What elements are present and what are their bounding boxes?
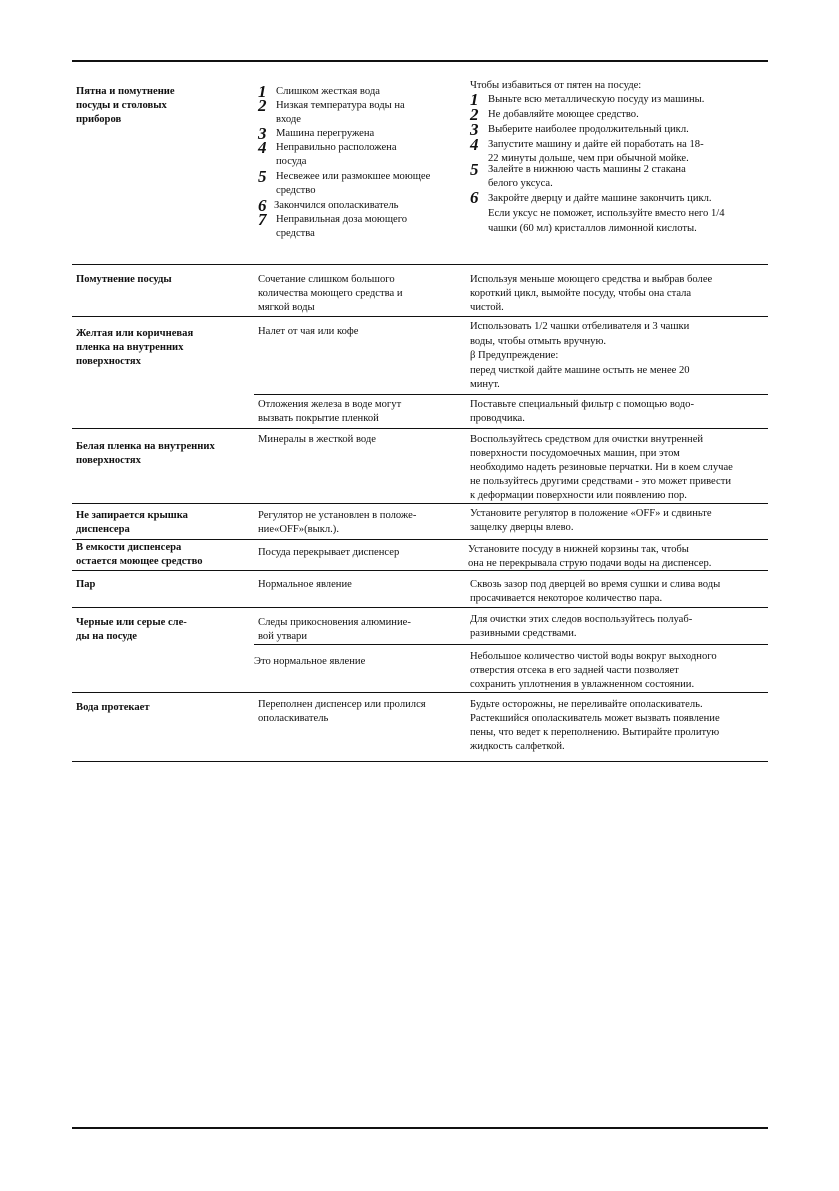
cause-item	[258, 167, 431, 198]
cause-text: Следы прикосновения алюминие- вой утвари	[258, 617, 411, 642]
problem-steam: Пар	[76, 579, 96, 590]
solution-step	[470, 120, 689, 139]
problem-detergent-left: В емкости диспенсера остается моющее средство	[76, 542, 203, 567]
cause-text: Переполнен диспенсер или пролился ополаскиватель	[258, 699, 426, 724]
cause-number: 7	[258, 210, 267, 229]
top-rule	[72, 60, 768, 62]
row-divider	[72, 503, 768, 504]
row-divider	[72, 607, 768, 608]
cause-number: 4	[258, 138, 267, 157]
row-divider	[72, 264, 768, 265]
table-bottom-rule	[72, 761, 768, 762]
problem-spots: Пятна и помутнение посуды и столовых приборов	[76, 86, 175, 125]
solution-step	[470, 188, 725, 236]
cause-text: Несвежее или размокшее моющее средство	[276, 171, 431, 196]
problem-black-marks: Черные или серые сле- ды на посуде	[76, 617, 187, 642]
cause-text: Налет от чая или кофе	[258, 326, 359, 337]
cause-text: Неправильная доза моющего средства	[276, 214, 408, 239]
row-divider	[72, 692, 768, 693]
cause-item	[258, 138, 397, 169]
cause-text: Регулятор не установлен в положе- ние«OFF»(выкл.).	[258, 510, 417, 535]
cause-text: Минералы в жесткой воде	[258, 434, 376, 445]
solution-step	[470, 160, 686, 191]
cause-item	[258, 96, 405, 127]
step-number: 2	[470, 105, 479, 124]
cause-number: 3	[258, 124, 267, 143]
step-number: 4	[470, 135, 479, 154]
solution-text: Будьте осторожны, не переливайте ополаскиватель. Растекшийся ополаскиватель может вызвать появление пены, что ведет к переполнению. Вытирайте пролитую жидкость салфеткой.	[470, 699, 720, 752]
cause-number: 2	[258, 96, 267, 115]
problem-white-film: Белая пленка на внутренних поверхностях	[76, 441, 215, 466]
cause-number: 5	[258, 167, 267, 186]
solution-text: Поставьте специальный фильтр с помощью водо- проводчика.	[470, 399, 694, 424]
cause-item	[258, 196, 399, 215]
problem-dispenser-lid: Не запирается крышка диспенсера	[76, 510, 188, 535]
solution-text: Установите посуду в нижней корзины так, чтобы она не перекрывала струю подачи воды на диспенсер.	[468, 544, 712, 569]
solution-step	[470, 135, 704, 166]
cause-text: Низкая температура воды на входе	[276, 100, 405, 125]
cause-text: Неправильно расположена посуда	[276, 142, 397, 167]
cause-number: 1	[258, 82, 267, 101]
solution-text: Воспользуйтесь средством для очистки внутренней поверхности посудомоечных машин, при этом необходимо надеть резиновые перчатки. Ни в коем случае не пользуйтесь другими средствами - это может привести к деформации поверхности или появлению пор.	[470, 434, 733, 501]
cause-item	[258, 124, 375, 143]
cause-text: Машина перегружена	[276, 128, 375, 139]
step-text: Выньте всю металлическую посуду из машины.	[488, 94, 705, 105]
footer-rule	[72, 1127, 768, 1129]
problem-clouding: Помутнение посуды	[76, 274, 172, 285]
step-text: Залейте в нижнюю часть машины 2 стакана белого уксуса.	[488, 164, 686, 189]
row-divider	[72, 316, 768, 317]
solution-step	[470, 90, 705, 109]
step-number: 5	[470, 160, 479, 179]
row-divider	[72, 428, 768, 429]
solution-text: Используя меньше моющего средства и выбрав более короткий цикл, вымойте посуду, чтобы она стала чистой.	[470, 274, 713, 313]
cause-item	[258, 82, 380, 101]
row-divider	[254, 644, 768, 645]
step-text: Запустите машину и дайте ей поработать на 18- 22 минуты дольше, чем при обычной мойке.	[488, 139, 704, 164]
step-text: Выберите наиболее продолжительный цикл.	[488, 124, 689, 135]
step-number: 1	[470, 90, 479, 109]
step-number: 6	[470, 188, 479, 207]
cause-number: 6	[258, 196, 267, 215]
solution-intro: Чтобы избавиться от пятен на посуде:	[470, 80, 642, 91]
solution-text: Установите регулятор в положение «OFF» и сдвиньте защелку дверцы влево.	[470, 508, 712, 533]
cause-text: Это нормальное явление	[254, 656, 366, 667]
solution-text: Использовать 1/2 чашки отбеливателя и 3 чашки воды, чтобы отмыть вручную. β Предупреждение: перед чисткой дайте машине остыть не менее 20 минут.	[470, 321, 690, 391]
problem-yellow-film: Желтая или коричневая пленка на внутренних поверхностях	[76, 328, 194, 367]
cause-text: Посуда перекрывает диспенсер	[258, 547, 400, 558]
cause-text: Закончился ополаскиватель	[274, 200, 399, 211]
cause-text: Отложения железа в воде могут вызвать покрытие пленкой	[258, 399, 402, 424]
step-text: Не добавляйте моющее средство.	[488, 109, 639, 120]
cause-text: Нормальное явление	[258, 579, 352, 590]
solution-text: Сквозь зазор под дверцей во время сушки и слива воды просачивается некоторое количество пара.	[470, 579, 721, 604]
cause-text: Слишком жесткая вода	[276, 86, 380, 97]
cause-item	[258, 210, 408, 241]
solution-text: Небольшое количество чистой воды вокруг выходного отверстия отсека в его задней части позволяет сохранить уплотнения в увлажненном состоянии.	[470, 651, 717, 690]
cause-text: Сочетание слишком большого количества моющего средства и мягкой воды	[258, 274, 403, 313]
problem-water-leak: Вода протекает	[76, 702, 150, 713]
step-text: Закройте дверцу и дайте машине закончить цикл. Если уксус не поможет, используйте вместо него 1/4 чашки (60 мл) кристаллов лимонной кислоты.	[488, 193, 725, 234]
step-number: 3	[470, 120, 479, 139]
row-divider	[254, 394, 768, 395]
row-divider	[72, 539, 768, 540]
solution-step	[470, 105, 639, 124]
solution-text: Для очистки этих следов воспользуйтесь полуаб- разивными средствами.	[470, 614, 693, 639]
